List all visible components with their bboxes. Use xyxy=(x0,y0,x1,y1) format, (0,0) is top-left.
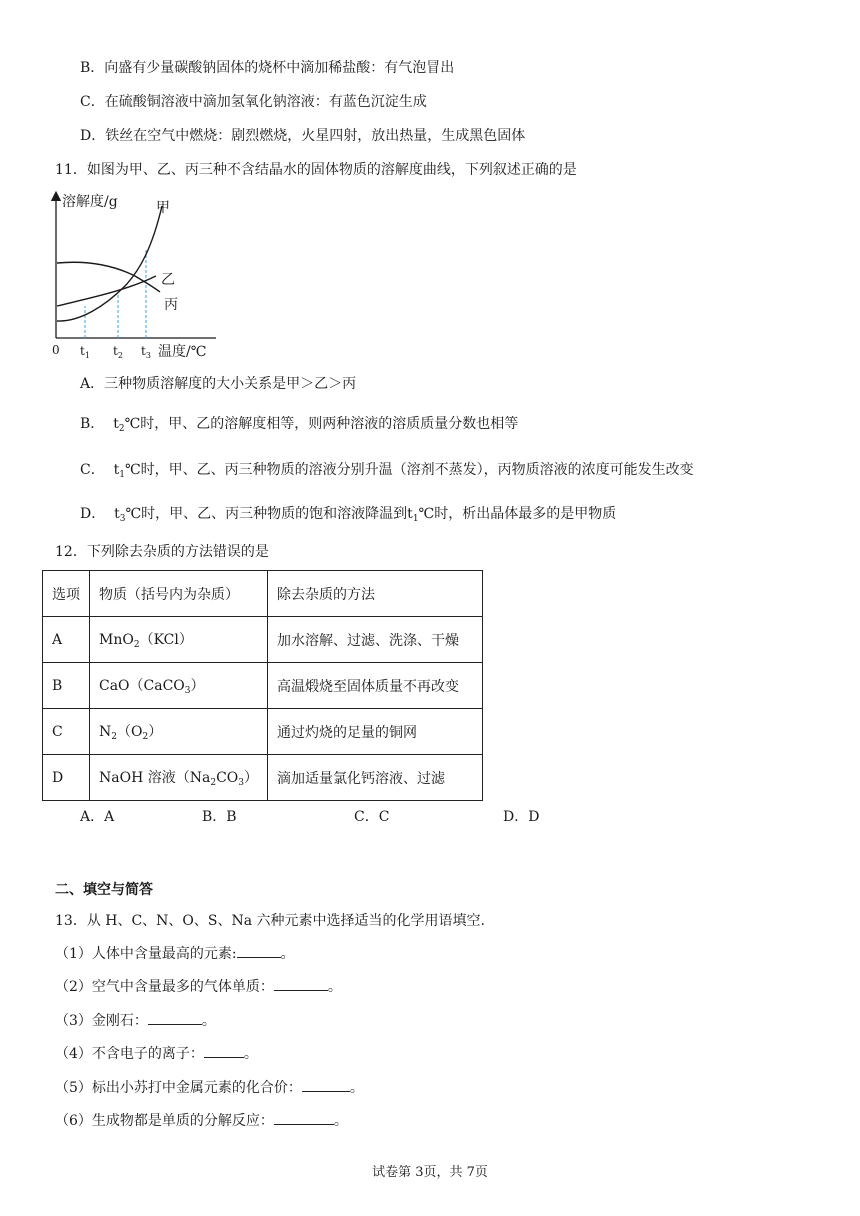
answer-blank[interactable] xyxy=(274,977,328,991)
answer-blank[interactable] xyxy=(237,944,281,958)
q10-option-c: C．在硫酸铜溶液中滴加氢氧化钠溶液：有蓝色沉淀生成 xyxy=(80,94,427,110)
table-cell-substance: CaO（CaCO$_3$） xyxy=(90,663,268,709)
q12-choice-b: B．B xyxy=(202,809,237,825)
q13-item-5: （5）标出小苏打中金属元素的化合价： 。 xyxy=(55,1080,364,1096)
t3-label: $t_3$ xyxy=(141,344,151,360)
q11-option-c: C． $t_1℃$时，甲、乙、丙三种物质的溶液分别升温（溶剂不蒸发），丙物质溶液的浓度可能发生改变 xyxy=(80,462,694,480)
answer-blank[interactable] xyxy=(302,1078,350,1092)
answer-blank[interactable] xyxy=(274,1111,334,1125)
q10-option-d: D．铁丝在空气中燃烧：剧烈燃烧，火星四射，放出热量，生成黑色固体 xyxy=(80,128,526,144)
answer-blank[interactable] xyxy=(148,1011,202,1025)
curve-yi-label: 乙 xyxy=(161,272,175,288)
q12-choice-a: A．A xyxy=(80,809,115,825)
q13-stem: 13．从 H、C、N、O、S、Na 六种元素中选择适当的化学用语填空. xyxy=(55,913,485,929)
q10-option-b: B．向盛有少量碳酸钠固体的烧杯中滴加稀盐酸：有气泡冒出 xyxy=(80,60,455,76)
table-row xyxy=(43,709,483,755)
table-header-cell: 物质（括号内为杂质） xyxy=(90,571,268,617)
q11-option-b: B． $t_2℃$时，甲、乙的溶解度相等，则两种溶液的溶质质量分数也相等 xyxy=(80,416,519,434)
table-cell-substance: MnO$_2$（KCl） xyxy=(90,617,268,663)
table-header-cell: 选项 xyxy=(43,571,90,617)
page-footer: 试卷第 3页，共 7页 xyxy=(372,1165,488,1180)
table-cell-option: D xyxy=(43,755,90,801)
impurity-table xyxy=(42,570,483,801)
table-row xyxy=(43,617,483,663)
table-cell-method: 通过灼烧的足量的铜网 xyxy=(268,709,483,755)
curve-bing xyxy=(57,262,160,292)
section-title: 二、填空与简答 xyxy=(55,882,153,898)
answer-blank[interactable] xyxy=(204,1044,244,1058)
solubility-curve-figure xyxy=(40,188,230,368)
table-cell-substance: NaOH 溶液$(Na_2CO_3)$ xyxy=(90,755,268,801)
curve-jia-label: 甲 xyxy=(156,200,170,216)
q13-item-4: （4）不含电子的离子： 。 xyxy=(55,1046,258,1062)
curve-bing-label: 丙 xyxy=(164,297,178,313)
table-cell-method: 高温煅烧至固体质量不再改变 xyxy=(268,663,483,709)
origin-label: 0 xyxy=(52,343,60,357)
t2-label: $t_2$ xyxy=(113,344,123,360)
q11-option-a: A．三种物质溶解度的大小关系是甲＞乙＞丙 xyxy=(80,376,357,392)
q12-choice-d: D．D xyxy=(503,809,540,825)
table-row xyxy=(43,755,483,801)
t1-label: $t_1$ xyxy=(80,344,90,360)
table-row xyxy=(43,663,483,709)
q11-option-d: D． $t_3℃$时，甲、乙、丙三种物质的饱和溶液降温到$t_1℃$时，析出晶体最多的是甲物质 xyxy=(80,506,617,524)
q13-item-6: （6）生成物都是单质的分解反应： 。 xyxy=(55,1113,348,1129)
table-cell-method: 滴加适量氯化钙溶液、过滤 xyxy=(268,755,483,801)
x-axis-label: 温度/℃ xyxy=(158,344,207,360)
q13-item-2: （2）空气中含量最多的气体单质： 。 xyxy=(55,979,342,995)
table-cell-option: C xyxy=(43,709,90,755)
q12-stem: 12．下列除去杂质的方法错误的是 xyxy=(55,544,269,560)
table-header-cell: 除去杂质的方法 xyxy=(268,571,483,617)
q12-choice-c: C．C xyxy=(354,809,390,825)
curve-jia xyxy=(57,206,162,321)
q13-item-3: （3）金刚石： 。 xyxy=(55,1013,216,1029)
q11-stem: 11．如图为甲、乙、丙三种不含结晶水的固体物质的溶解度曲线，下列叙述正确的是 xyxy=(55,162,577,178)
q13-item-1: （1）人体中含量最高的元素: 。 xyxy=(55,946,295,962)
table-cell-option: B xyxy=(43,663,90,709)
table-cell-method: 加水溶解、过滤、洗涤、干燥 xyxy=(268,617,483,663)
table-cell-option: A xyxy=(43,617,90,663)
y-axis-label: 溶解度/g xyxy=(62,194,118,210)
table-cell-substance: $N_2(O_2)$ xyxy=(90,709,268,755)
table-header-row xyxy=(43,571,483,617)
